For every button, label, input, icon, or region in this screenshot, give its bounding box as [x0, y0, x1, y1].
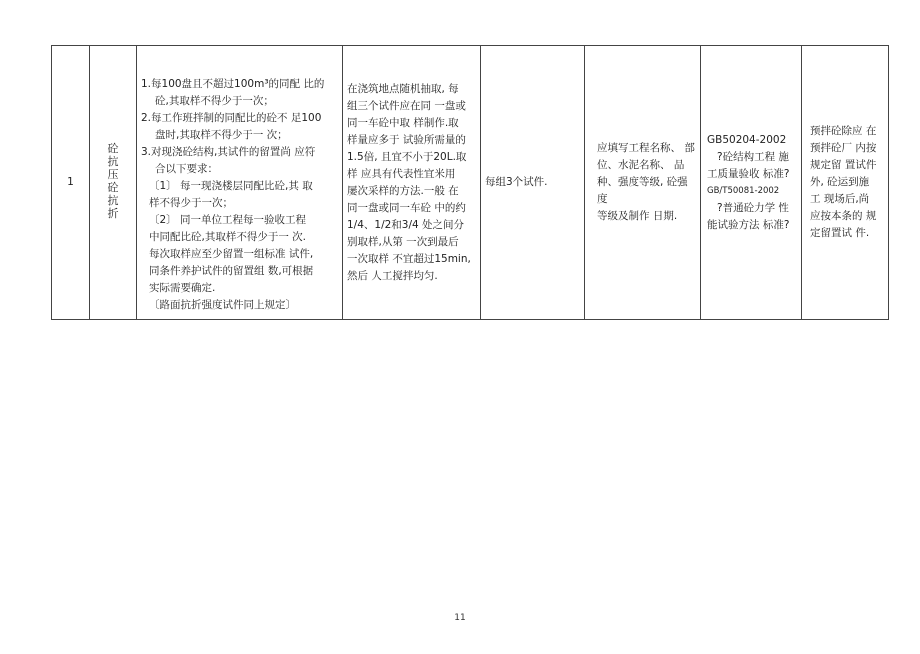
standard-line: 能试验方法 标准?	[707, 218, 790, 231]
info-line: 应填写工程名称、 部	[597, 142, 695, 154]
req-item2-line1: 2.每工作班拌制的同配比的砼不 足100	[141, 111, 322, 124]
remark-line: 定留置试 件.	[810, 227, 870, 239]
remark-line: 预拌砼厂 内按	[810, 142, 877, 154]
req-sub1-line2: 样不得少于一次；	[149, 196, 233, 209]
method-line: 屡次采样的方法.一般 在	[347, 184, 459, 197]
req-sub2-line1: 〔2〕 同一单位工程每一验收工程	[149, 213, 307, 226]
quantity-text: 每组3个试件.	[485, 176, 548, 188]
method-line: 同一车砼中取 样制作.取	[347, 116, 459, 129]
quantity-cell	[481, 46, 585, 320]
method-line: 1.5倍, 且宜不小于20L.取	[347, 150, 467, 163]
remark-line: 工 现场后,尚	[810, 193, 870, 205]
req-sub2-line2: 中同配比砼,其取样不得少于一 次.	[149, 230, 307, 243]
info-line: 位、水泥名称、 品	[597, 159, 685, 171]
req-item3-line2: 合以下要求：	[155, 162, 218, 175]
row-number: 1	[67, 176, 74, 188]
method-line: 1/4、1/2和3/4 处之间分	[347, 218, 465, 231]
req-note-line2: 同条件养护试件的留置组 数,可根据	[149, 264, 314, 277]
test-name-cell	[90, 46, 137, 320]
remark-line: 预拌砼除应 在	[810, 125, 877, 137]
req-item1-line1: 1.每100盘且不超过100m³的同配 比的	[141, 77, 325, 90]
standard-cell	[701, 46, 802, 320]
row-number-cell	[52, 46, 90, 320]
req-item3-line1: 3.对现浇砼结构,其试件的留置尚 应符	[141, 145, 316, 158]
method-line: 别取样,从第 一次到最后	[347, 235, 459, 248]
page-number: 11	[454, 613, 466, 623]
method-line: 样量应多于 试验所需量的	[347, 133, 466, 146]
method-line: 然后 人工搅拌均匀.	[347, 269, 438, 282]
standard-line: ?普通砼力学 性	[717, 201, 789, 214]
table-row	[52, 46, 889, 320]
info-line: 种、强度等级, 砼强度	[597, 176, 688, 205]
remark-cell	[802, 46, 889, 320]
req-note-line3: 实际需要确定.	[149, 281, 216, 294]
req-item1-line2: 砼,其取样不得少于一次；	[155, 94, 274, 107]
method-line: 样 应具有代表性宜米用	[347, 167, 456, 180]
standard-line: ?砼结构工程 施	[717, 150, 789, 163]
method-line: 在浇筑地点随机抽取, 每	[347, 82, 459, 95]
req-item2-line2: 盘时,其取样不得少于一 次；	[155, 128, 288, 141]
remark-line: 应按本条的 规	[810, 210, 877, 222]
req-note-line4: 〔路面抗折强度试件同上规定〕	[149, 298, 296, 311]
info-line: 等级及制作 日期.	[597, 210, 678, 222]
method-line: 一次取样 不宜超过15min,	[347, 252, 471, 265]
info-cell	[585, 46, 701, 320]
remark-line: 外, 砼运到施	[810, 176, 870, 188]
req-note-line1: 每次取样应至少留置一组标准 试件,	[149, 247, 314, 260]
standard-line: 工质量验收 标准?	[707, 167, 790, 180]
remark-line: 规定留 置试件	[810, 159, 877, 171]
test-name: 砼抗压砼抗折	[107, 142, 119, 220]
standard-line: GB/T50081-2002	[707, 185, 780, 196]
requirements-cell	[137, 46, 343, 320]
standard-line: GB50204-2002	[707, 133, 787, 146]
method-cell	[343, 46, 481, 320]
sampling-table	[51, 45, 889, 320]
method-line: 组三个试件应在同 一盘或	[347, 99, 466, 112]
req-sub1-line1: 〔1〕 每一现浇楼层同配比砼,其 取	[149, 179, 313, 192]
method-line: 同一盘或同一车砼 中的约	[347, 201, 466, 214]
